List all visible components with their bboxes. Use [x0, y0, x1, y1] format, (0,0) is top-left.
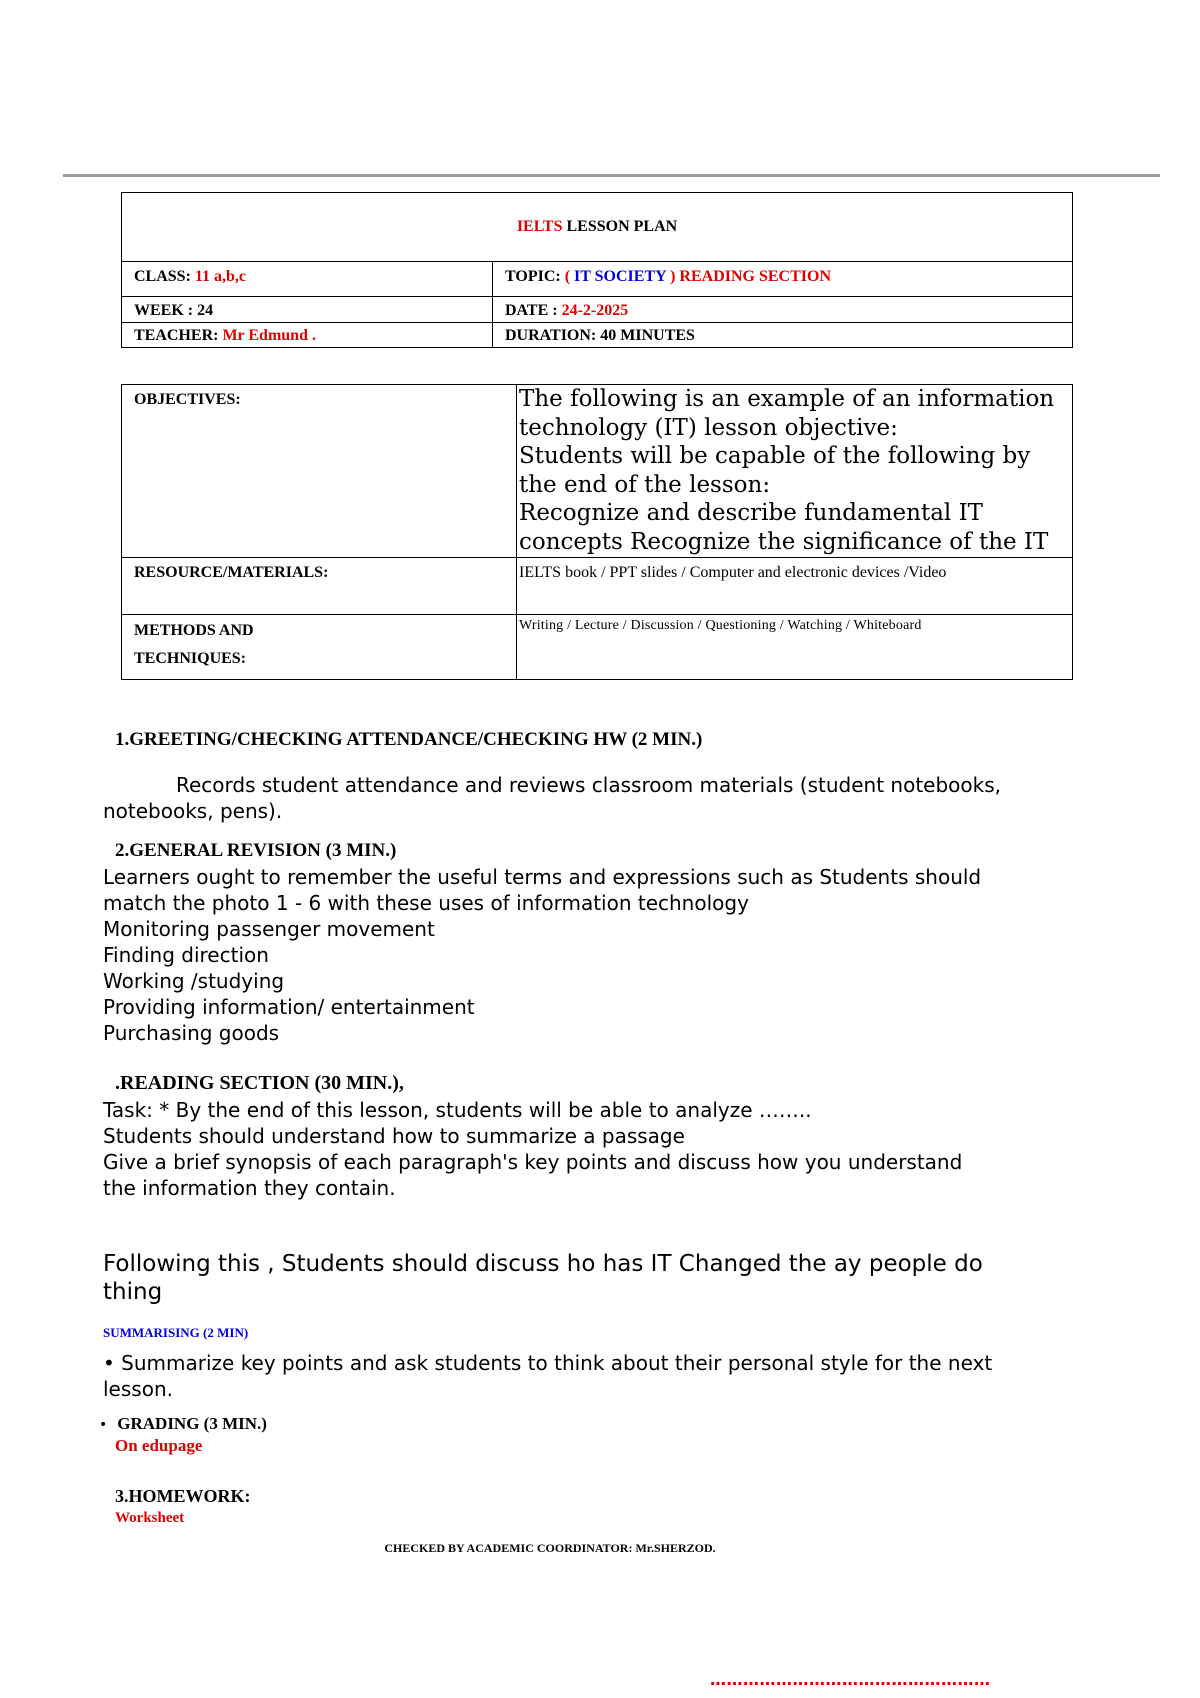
resources-label: RESOURCE/MATERIALS: [134, 564, 329, 581]
topic-label: TOPIC: [505, 268, 565, 285]
topic-section: READING SECTION [679, 268, 832, 285]
topic-paren-close: ) [666, 268, 680, 285]
revision-line: Learners ought to remember the useful terms and expressions such as Students should [103, 865, 982, 889]
checked-by-line: CHECKED BY ACADEMIC COORDINATOR: Mr.SHERZOD. [384, 1541, 716, 1555]
objectives-label: OBJECTIVES: [134, 391, 241, 408]
objectives-line: the end of the lesson: [519, 471, 771, 498]
grading-heading: GRADING (3 MIN.) [117, 1414, 267, 1433]
objectives-line: technology (IT) lesson objective: [519, 414, 898, 441]
greeting-heading: 1.GREETING/CHECKING ATTENDANCE/CHECKING HW (2 MIN.) [115, 729, 703, 750]
duration-label: DURATION: 40 MINUTES [505, 327, 695, 344]
class-cell [122, 262, 493, 297]
greeting-line: notebooks, pens). [103, 799, 283, 823]
revision-line: Providing information/ entertainment [103, 995, 475, 1019]
resources-value: IELTS book / PPT slides / Computer and electronic devices /Video [519, 564, 947, 581]
top-horizontal-rule [63, 174, 1160, 177]
revision-line: match the photo 1 - 6 with these uses of information technology [103, 891, 749, 915]
class-value: 11 a,b,c [194, 268, 247, 285]
homework-value: Worksheet [115, 1510, 185, 1526]
topic-value: IT SOCIETY [574, 268, 667, 285]
objectives-label-cell [122, 385, 517, 558]
bullet-icon: • [99, 1417, 108, 1433]
week-cell [122, 297, 493, 323]
methods-label-line: METHODS AND [134, 622, 254, 639]
date-cell [493, 297, 1073, 323]
signature-dots: …………………………………………… [710, 1670, 991, 1689]
resources-cell [517, 558, 1073, 615]
homework-heading: 3.HOMEWORK: [115, 1486, 251, 1506]
grading-item [99, 1414, 267, 1434]
objectives-line: The following is an example of an information [519, 386, 1055, 412]
summarising-body [103, 1350, 1163, 1402]
revision-line: Working /studying [103, 969, 285, 993]
following-line: thing [103, 1279, 163, 1305]
duration-cell [493, 323, 1073, 348]
bullet-icon: • [103, 1351, 115, 1375]
revision-line: Monitoring passenger movement [103, 917, 435, 941]
methods-label-cell [122, 615, 517, 680]
summarising-line: lesson. [103, 1377, 173, 1401]
revision-line: Purchasing goods [103, 1021, 280, 1045]
date-value: 24-2-2025 [561, 302, 629, 319]
reading-line: the information they contain. [103, 1176, 396, 1200]
following-text [103, 1250, 1163, 1306]
reading-line: Give a brief synopsis of each paragraph's key points and discuss how you understand [103, 1150, 963, 1174]
reading-body [103, 1097, 1173, 1201]
methods-cell [517, 615, 1073, 680]
methods-label-line: TECHNIQUES: [134, 650, 247, 667]
objectives-line: Students will be capable of the following by [519, 443, 1031, 469]
revision-heading: 2.GENERAL REVISION (3 MIN.) [115, 840, 397, 861]
grading-value: On edupage [115, 1436, 203, 1455]
date-label: DATE : [505, 302, 562, 319]
summarising-line: Summarize key points and ask students to think about their personal style for the next [121, 1351, 993, 1375]
revision-line: Finding direction [103, 943, 269, 967]
reading-line: Students should understand how to summarize a passage [103, 1124, 685, 1148]
objectives-line: Recognize and describe fundamental IT [519, 500, 984, 526]
topic-paren-open: ( [564, 268, 575, 285]
resources-label-cell [122, 558, 517, 615]
week-label: WEEK : 24 [134, 302, 214, 319]
objectives-text [519, 385, 1070, 556]
methods-value: Writing / Lecture / Discussion / Questioning / Watching / Whiteboard [519, 618, 922, 633]
title-rest: LESSON PLAN [562, 218, 678, 235]
lesson-details-table [121, 384, 1073, 680]
title-ielts: IELTS [516, 218, 563, 235]
objectives-cell [517, 385, 1073, 558]
following-line: Following this , Students should discuss ho has IT Changed the ay people do [103, 1251, 983, 1277]
class-label: CLASS: [134, 268, 195, 285]
reading-heading: .READING SECTION (30 MIN.), [115, 1072, 404, 1094]
greeting-body [103, 772, 1163, 824]
teacher-label: TEACHER: [134, 327, 223, 344]
objectives-line: concepts Recognize the significance of the IT [519, 528, 1049, 555]
teacher-cell [122, 323, 493, 348]
reading-line: Task: * By the end of this lesson, students will be able to analyze …….. [103, 1098, 812, 1122]
lesson-plan-title [122, 193, 1073, 262]
teacher-value: Mr Edmund . [222, 327, 316, 344]
summarising-heading: SUMMARISING (2 MIN) [103, 1325, 249, 1340]
lesson-header-table [121, 192, 1073, 348]
greeting-line: Records student attendance and reviews classroom materials (student notebooks, [176, 773, 1001, 797]
topic-cell [493, 262, 1073, 297]
revision-body [103, 864, 1173, 1046]
